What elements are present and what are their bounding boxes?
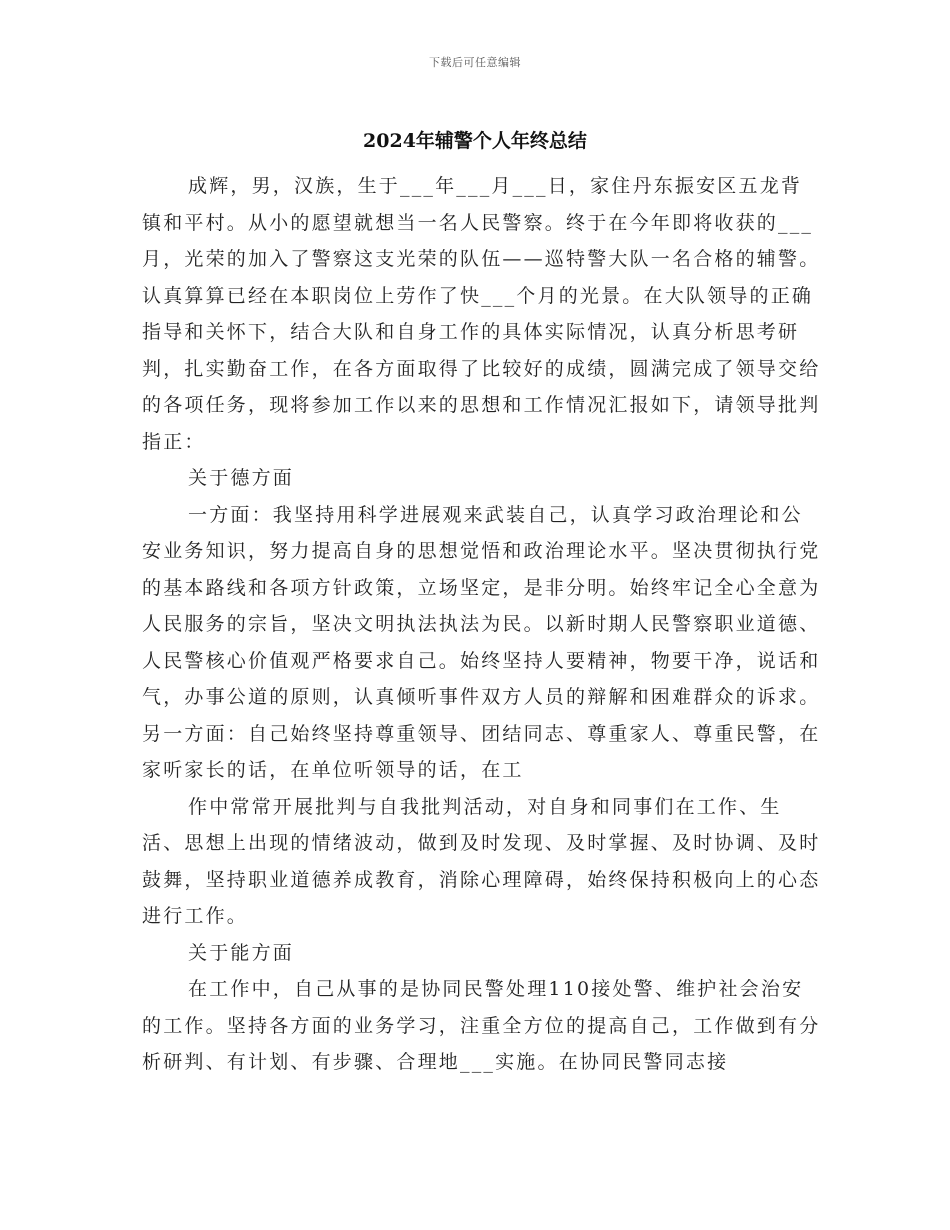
paragraph-morality-continued: 作中常常开展批判与自我批判活动，对自身和同事们在工作、生活、思想上出现的情绪波动，做到及时发现、及时掌握、及时协调、及时鼓舞，坚持职业道德养成教育，消除心理障碍，始终保持积极向上的心态进行工作。 <box>142 795 821 927</box>
document-body <box>142 168 822 1081</box>
paragraph-intro: 成辉，男，汉族，生于___年___月___日，家住丹东振安区五龙背镇和平村。从小的愿望就想当一名人民警察。终于在今年即将收获的___月，光荣的加入了警察这支光荣的队伍——巡特警大队一名合格的辅警。认真算算已经在本职岗位上劳作了快___个月的光景。在大队领导的正确指导和关怀下，结合大队和自身工作的具体实际情况，认真分析思考研判，扎实勤奋工作，在各方面取得了比较好的成绩，圆满完成了领导交给的各项任务，现将参加工作以来的思想和工作情况汇报如下，请领导批判指正： <box>142 175 821 453</box>
document-title: 2024年辅警个人年终总结 <box>363 130 587 152</box>
section-heading-morality: 关于德方面 <box>188 467 295 489</box>
header-note: 下载后可任意编辑 <box>429 56 521 69</box>
paragraph-morality: 一方面：我坚持用科学进展观来武装自己，认真学习政治理论和公安业务知识，努力提高自身的思想觉悟和政治理论水平。坚决贯彻执行党的基本路线和各项方针政策，立场坚定，是非分明。始终牢记全心全意为人民服务的宗旨，坚决文明执法执法为民。以新时期人民警察职业道德、人民警核心价值观严格要求自己。始终坚持人要精神，物要干净，说话和气，办事公道的原则，认真倾听事件双方人员的辩解和困难群众的诉求。另一方面：自己始终坚持尊重领导、团结同志、尊重家人、尊重民警，在家听家长的话，在单位听领导的话，在工 <box>142 503 821 781</box>
paragraph-ability: 在工作中，自己从事的是协同民警处理110接处警、维护社会治安的工作。坚持各方面的业务学习，注重全方位的提高自己，工作做到有分析研判、有计划、有步骤、合理地___实施。在协同民警同志接 <box>142 978 821 1073</box>
section-heading-ability: 关于能方面 <box>188 941 295 964</box>
